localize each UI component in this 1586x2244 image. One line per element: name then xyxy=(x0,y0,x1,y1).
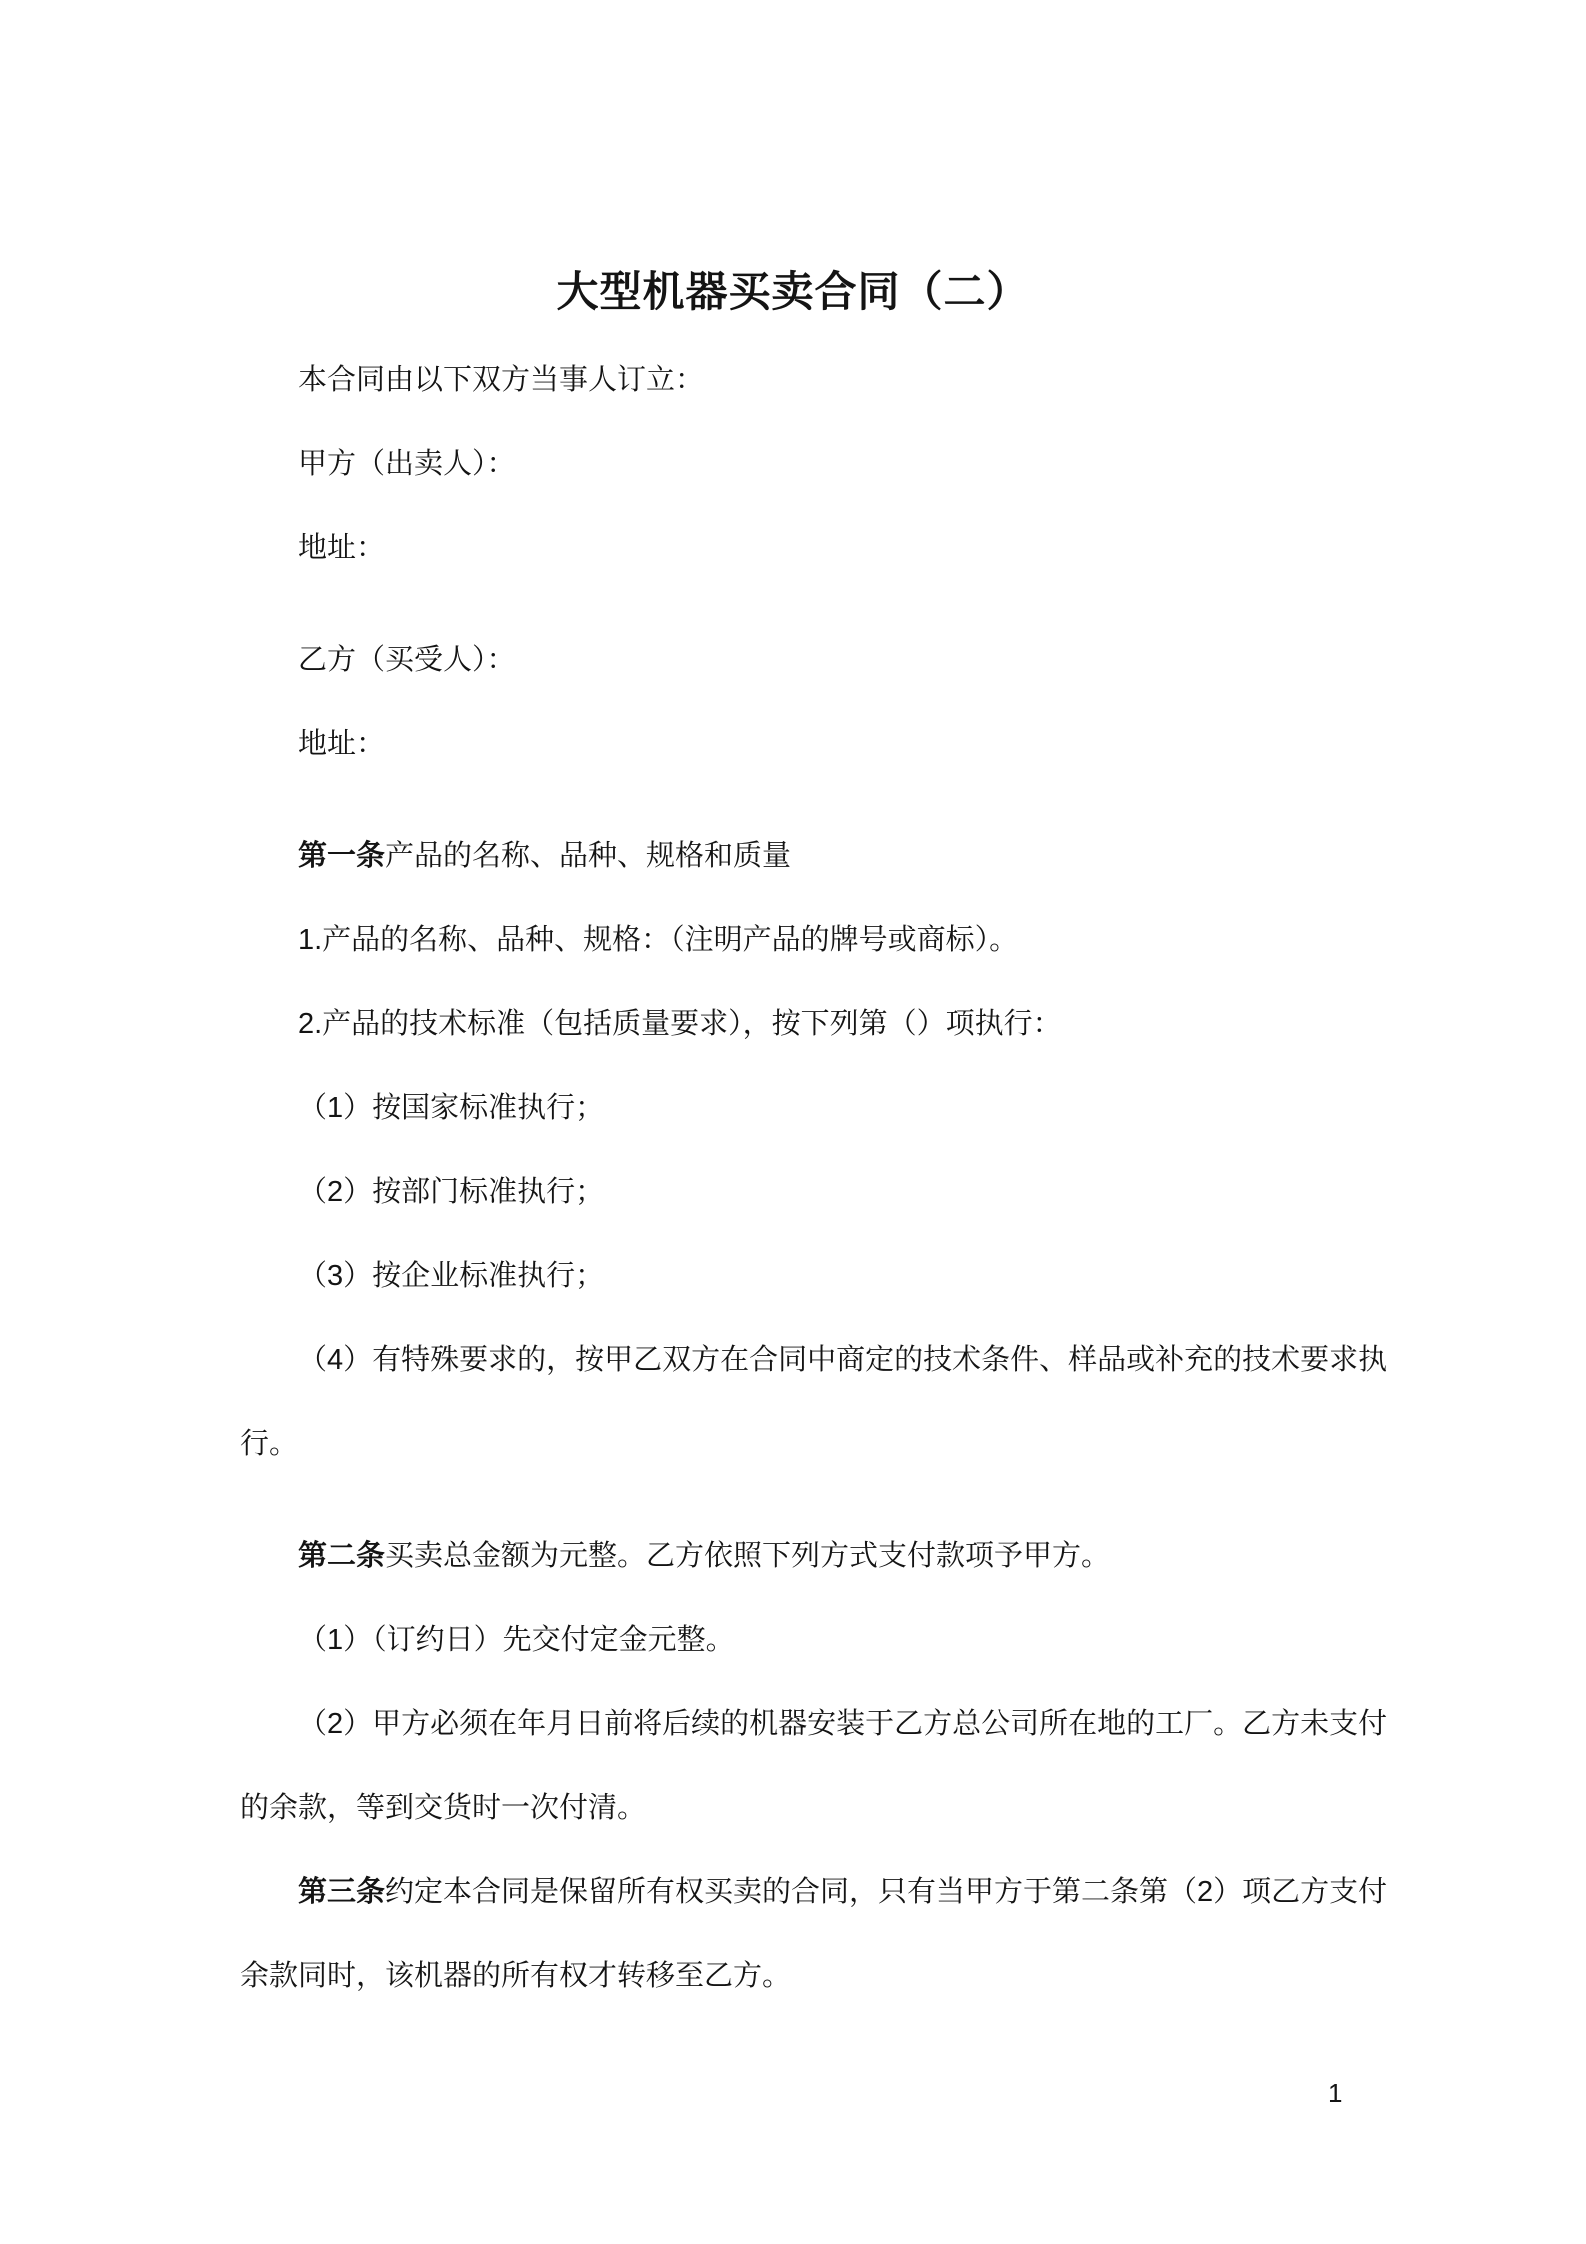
contract-paragraph xyxy=(240,506,1400,590)
clause-number: 第三条 xyxy=(298,1876,386,1908)
contract-list-item xyxy=(240,1682,1400,1850)
contract-paragraph xyxy=(240,422,1400,506)
paragraph-text: 本合同由以下双方当事人订立： xyxy=(298,364,705,396)
paragraph-text: 地址： xyxy=(298,532,386,564)
contract-paragraph-clause-2 xyxy=(240,1514,1400,1598)
contract-list-item xyxy=(240,1598,1400,1682)
contract-paragraph xyxy=(240,898,1400,982)
contract-paragraph-clause-3 xyxy=(240,1850,1400,2018)
paragraph-text: 1.产品的名称、品种、规格：（注明产品的牌号或商标）。 xyxy=(298,924,1019,956)
contract-list-item xyxy=(240,1234,1400,1318)
document-title: 大型机器买卖合同（二） xyxy=(556,268,1030,316)
paragraph-text: （1）（订约日）先交付定金元整。 xyxy=(298,1624,735,1656)
paragraph-text: 2.产品的技术标准（包括质量要求），按下列第（）项执行： xyxy=(298,1008,1062,1040)
paragraph-text: （1）按国家标准执行； xyxy=(298,1092,605,1124)
contract-paragraph xyxy=(240,982,1400,1066)
document-body xyxy=(240,338,1400,2018)
contract-paragraph xyxy=(240,338,1400,422)
paragraph-text: （2）甲方必须在年月日前将后续的机器安装于乙方总公司所在地的工厂。乙方未支付的余款，等到交货时一次付清。 xyxy=(240,1708,1388,1824)
clause-number: 第一条 xyxy=(298,840,386,872)
paragraph-text: 地址： xyxy=(298,728,386,760)
contract-paragraph xyxy=(240,702,1400,786)
paragraph-text: 买卖总金额为元整。乙方依照下列方式支付款项予甲方。 xyxy=(385,1540,1111,1572)
paragraph-text: 乙方（买受人）： xyxy=(298,644,516,676)
contract-list-item xyxy=(240,1150,1400,1234)
paragraph-text: （2）按部门标准执行； xyxy=(298,1176,605,1208)
clause-number: 第二条 xyxy=(298,1540,386,1572)
contract-list-item xyxy=(240,1066,1400,1150)
contract-paragraph-clause-1 xyxy=(240,814,1400,898)
paragraph-text: 产品的名称、品种、规格和质量 xyxy=(385,840,792,872)
page-number: 1 xyxy=(1328,2078,1343,2108)
paragraph-text: 甲方（出卖人）： xyxy=(298,448,516,480)
paragraph-text: 约定本合同是保留所有权买卖的合同，只有当甲方于第二条第（2）项乙方支付余款同时，该机器的所有权才转移至乙方。 xyxy=(240,1876,1388,1992)
paragraph-text: （4）有特殊要求的，按甲乙双方在合同中商定的技术条件、样品或补充的技术要求执行。 xyxy=(240,1344,1388,1460)
contract-list-item xyxy=(240,1318,1400,1486)
contract-paragraph xyxy=(240,618,1400,702)
paragraph-text: （3）按企业标准执行； xyxy=(298,1260,605,1292)
